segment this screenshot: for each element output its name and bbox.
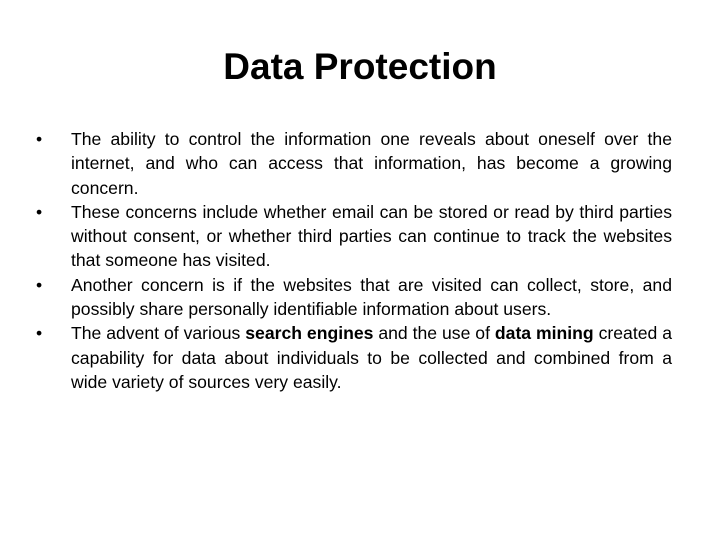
bullet-item <box>36 200 672 273</box>
bullet-text-part: Another concern is if the websites that are visited can collect, store, and possibly share personally identifiable information about users. <box>71 274 672 320</box>
bullet-text <box>71 202 672 271</box>
slide-title: Data Protection <box>223 46 497 87</box>
bullet-marker: • <box>36 129 43 149</box>
bullet-text-part: and the use of <box>373 323 495 344</box>
bullet-marker: • <box>36 274 43 295</box>
bullet-item <box>36 321 672 394</box>
bullet-text <box>71 129 672 198</box>
bold-term-search-engines: search engines <box>245 323 374 344</box>
bullet-text-part: These concerns include whether email can be stored or read by third parties without consent, or whether third parties can continue to track the websites that someone has visited. <box>71 201 672 271</box>
bold-term-data-mining: data mining <box>494 323 594 344</box>
bullet-list <box>36 127 672 394</box>
bullet-text-part: created a capability for data about individuals to be collected and combined from a wide variety of sources very easily. <box>71 323 672 392</box>
bullet-item <box>36 273 672 322</box>
bullet-item <box>36 127 672 200</box>
bullet-marker: • <box>36 201 43 222</box>
bullet-text <box>71 275 672 319</box>
bullet-text-part: The advent of various <box>71 323 246 344</box>
bullet-text <box>71 323 672 392</box>
bullet-text-part: The ability to control the information one reveals about oneself over the internet, and who can access that information, has become a growing concern. <box>71 129 672 198</box>
bullet-marker: • <box>36 323 43 344</box>
